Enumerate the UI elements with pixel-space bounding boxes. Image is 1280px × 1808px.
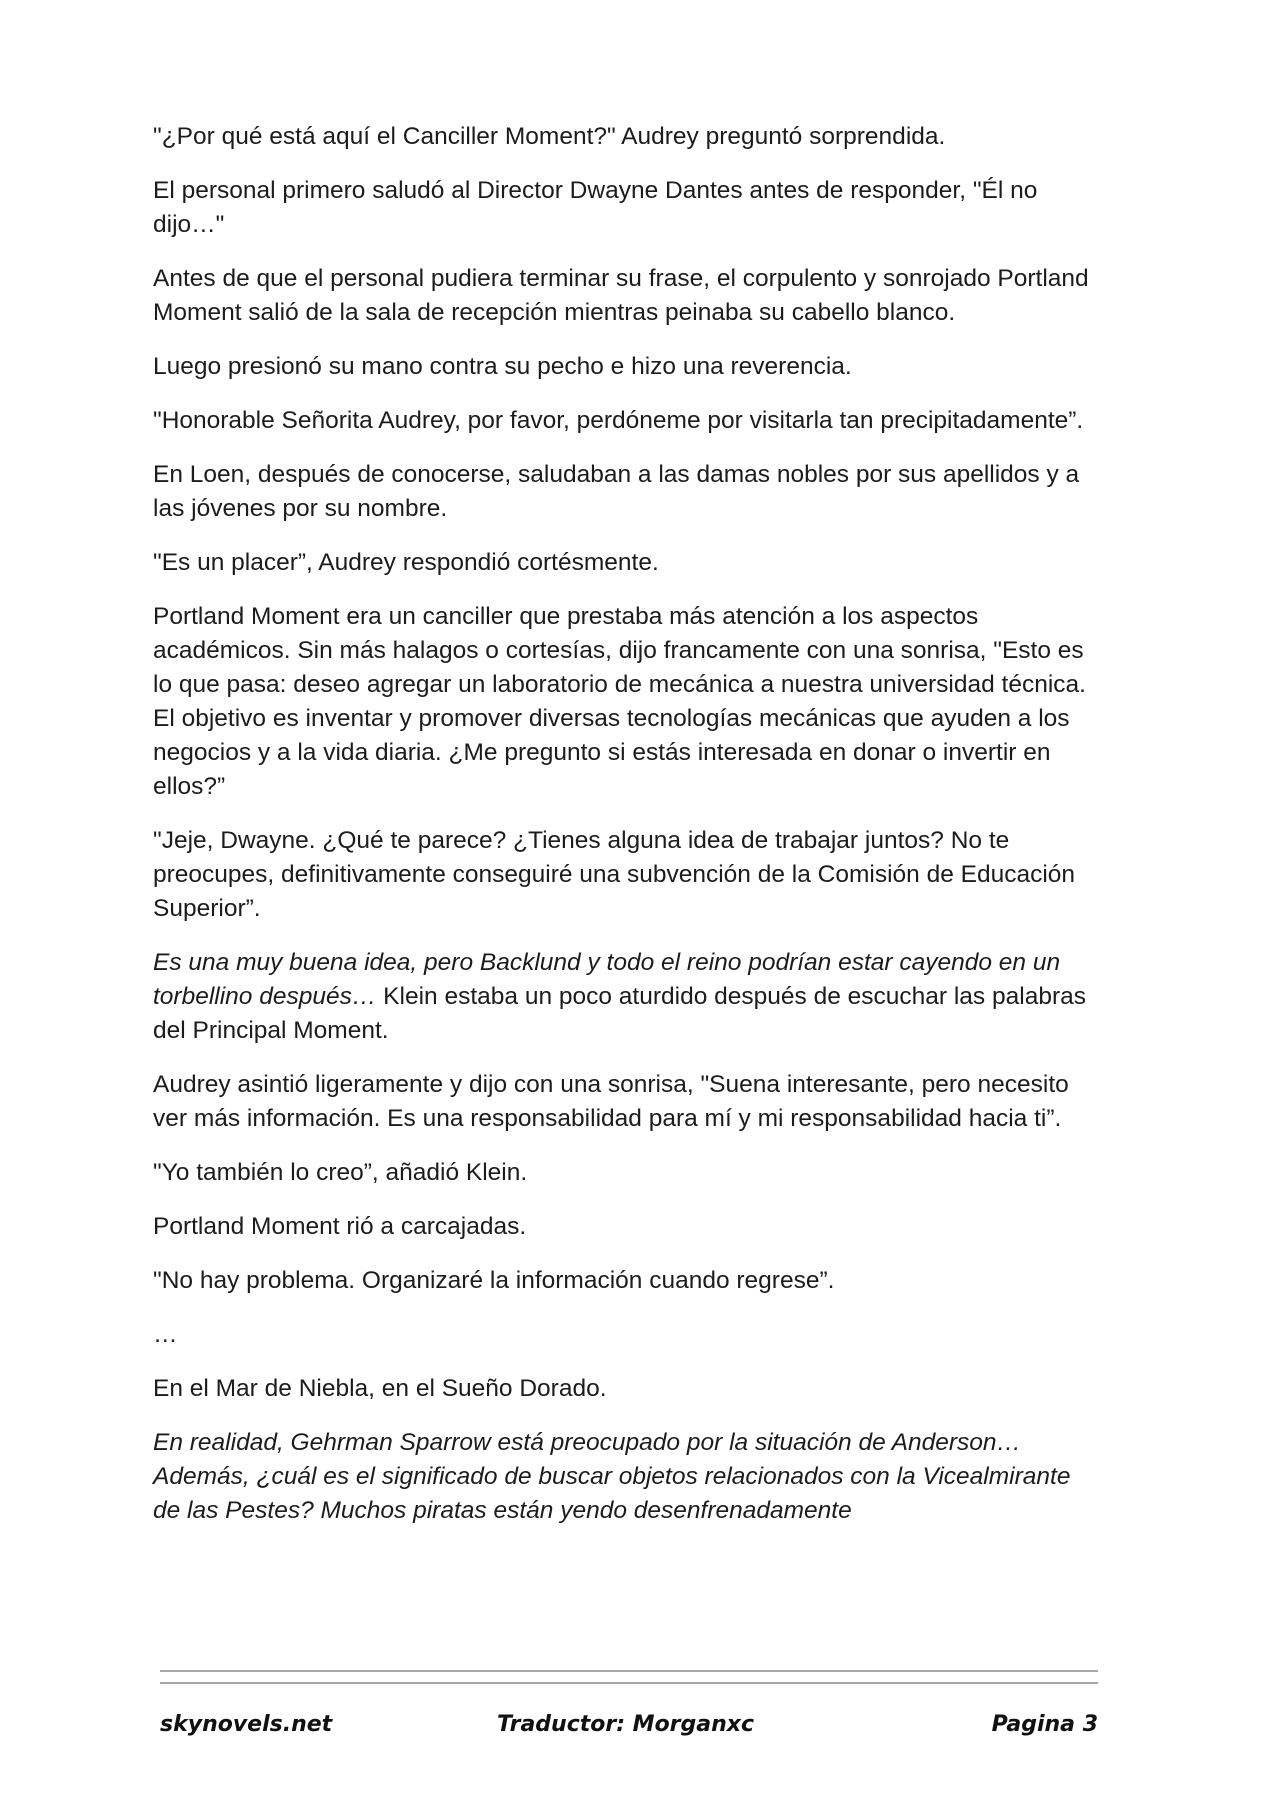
paragraph-5: "Honorable Señorita Audrey, por favor, perdóneme por visitarla tan precipitadamente”. [153, 407, 1084, 434]
paragraph-14: "No hay problema. Organizaré la información cuando regrese”. [153, 1267, 835, 1294]
paragraph-17: En realidad, Gehrman Sparrow está preocupado por la situación de Anderson… Además, ¿cuál es el significado de buscar objetos relacionados con la Vicealmirante de las Pestes? Muchos piratas están yendo desenfrenadamente [153, 1429, 1071, 1524]
paragraph-10 [153, 946, 1098, 1048]
footer-translator: Traductor: Morganxc [497, 1712, 755, 1737]
paragraph-1: "¿Por qué está aquí el Canciller Moment?" Audrey preguntó sorprendida. [153, 123, 946, 150]
footer-divider-top [160, 1670, 1098, 1672]
narration-text: Klein estaba un poco aturdido después de escuchar las palabras del Principal Moment. [153, 983, 1086, 1044]
footer-divider-bottom [160, 1682, 1098, 1684]
paragraph-3: Antes de que el personal pudiera terminar su frase, el corpulento y sonrojado Portland Moment salió de la sala de recepción mientras peinaba su cabello blanco. [153, 265, 1089, 326]
footer-page-number: Pagina 3 [991, 1712, 1098, 1737]
paragraph-9: "Jeje, Dwayne. ¿Qué te parece? ¿Tienes alguna idea de trabajar juntos? No te preocupes, definitivamente conseguiré una subvención de la Comisión de Educación Superior”. [153, 827, 1076, 922]
footer-site: skynovels.net [160, 1712, 333, 1737]
paragraph-16: En el Mar de Niebla, en el Sueño Dorado. [153, 1375, 607, 1402]
paragraph-6: En Loen, después de conocerse, saludaban a las damas nobles por sus apellidos y a las jóvenes por su nombre. [153, 461, 1080, 522]
inner-thought-text: Es una muy buena idea, pero Backlund y todo el reino podrían estar cayendo en un torbellino después… [153, 949, 1061, 1010]
paragraph-7: "Es un placer”, Audrey respondió cortésmente. [153, 549, 659, 576]
page-footer [160, 1712, 1098, 1752]
scene-break: … [153, 1321, 178, 1348]
paragraph-11: Audrey asintió ligeramente y dijo con una sonrisa, "Suena interesante, pero necesito ver más información. Es una responsabilidad para mí y mi responsabilidad hacia ti”. [153, 1071, 1069, 1132]
page-body [153, 120, 1098, 1548]
paragraph-12: "Yo también lo creo”, añadió Klein. [153, 1159, 528, 1186]
paragraph-8: Portland Moment era un canciller que prestaba más atención a los aspectos académicos. Sin más halagos o cortesías, dijo francamente con una sonrisa, "Esto es lo que pasa: deseo agregar un laboratorio de mecánica a nuestra universidad técnica. El objetivo es inventar y promover diversas tecnologías mecánicas que ayuden a los negocios y a la vida diaria. ¿Me pregunto si estás interesada en donar o invertir en ellos?” [153, 603, 1086, 800]
paragraph-2: El personal primero saludó al Director Dwayne Dantes antes de responder, "Él no dijo…" [153, 177, 1038, 238]
paragraph-4: Luego presionó su mano contra su pecho e hizo una reverencia. [153, 353, 852, 380]
paragraph-13: Portland Moment rió a carcajadas. [153, 1213, 527, 1240]
